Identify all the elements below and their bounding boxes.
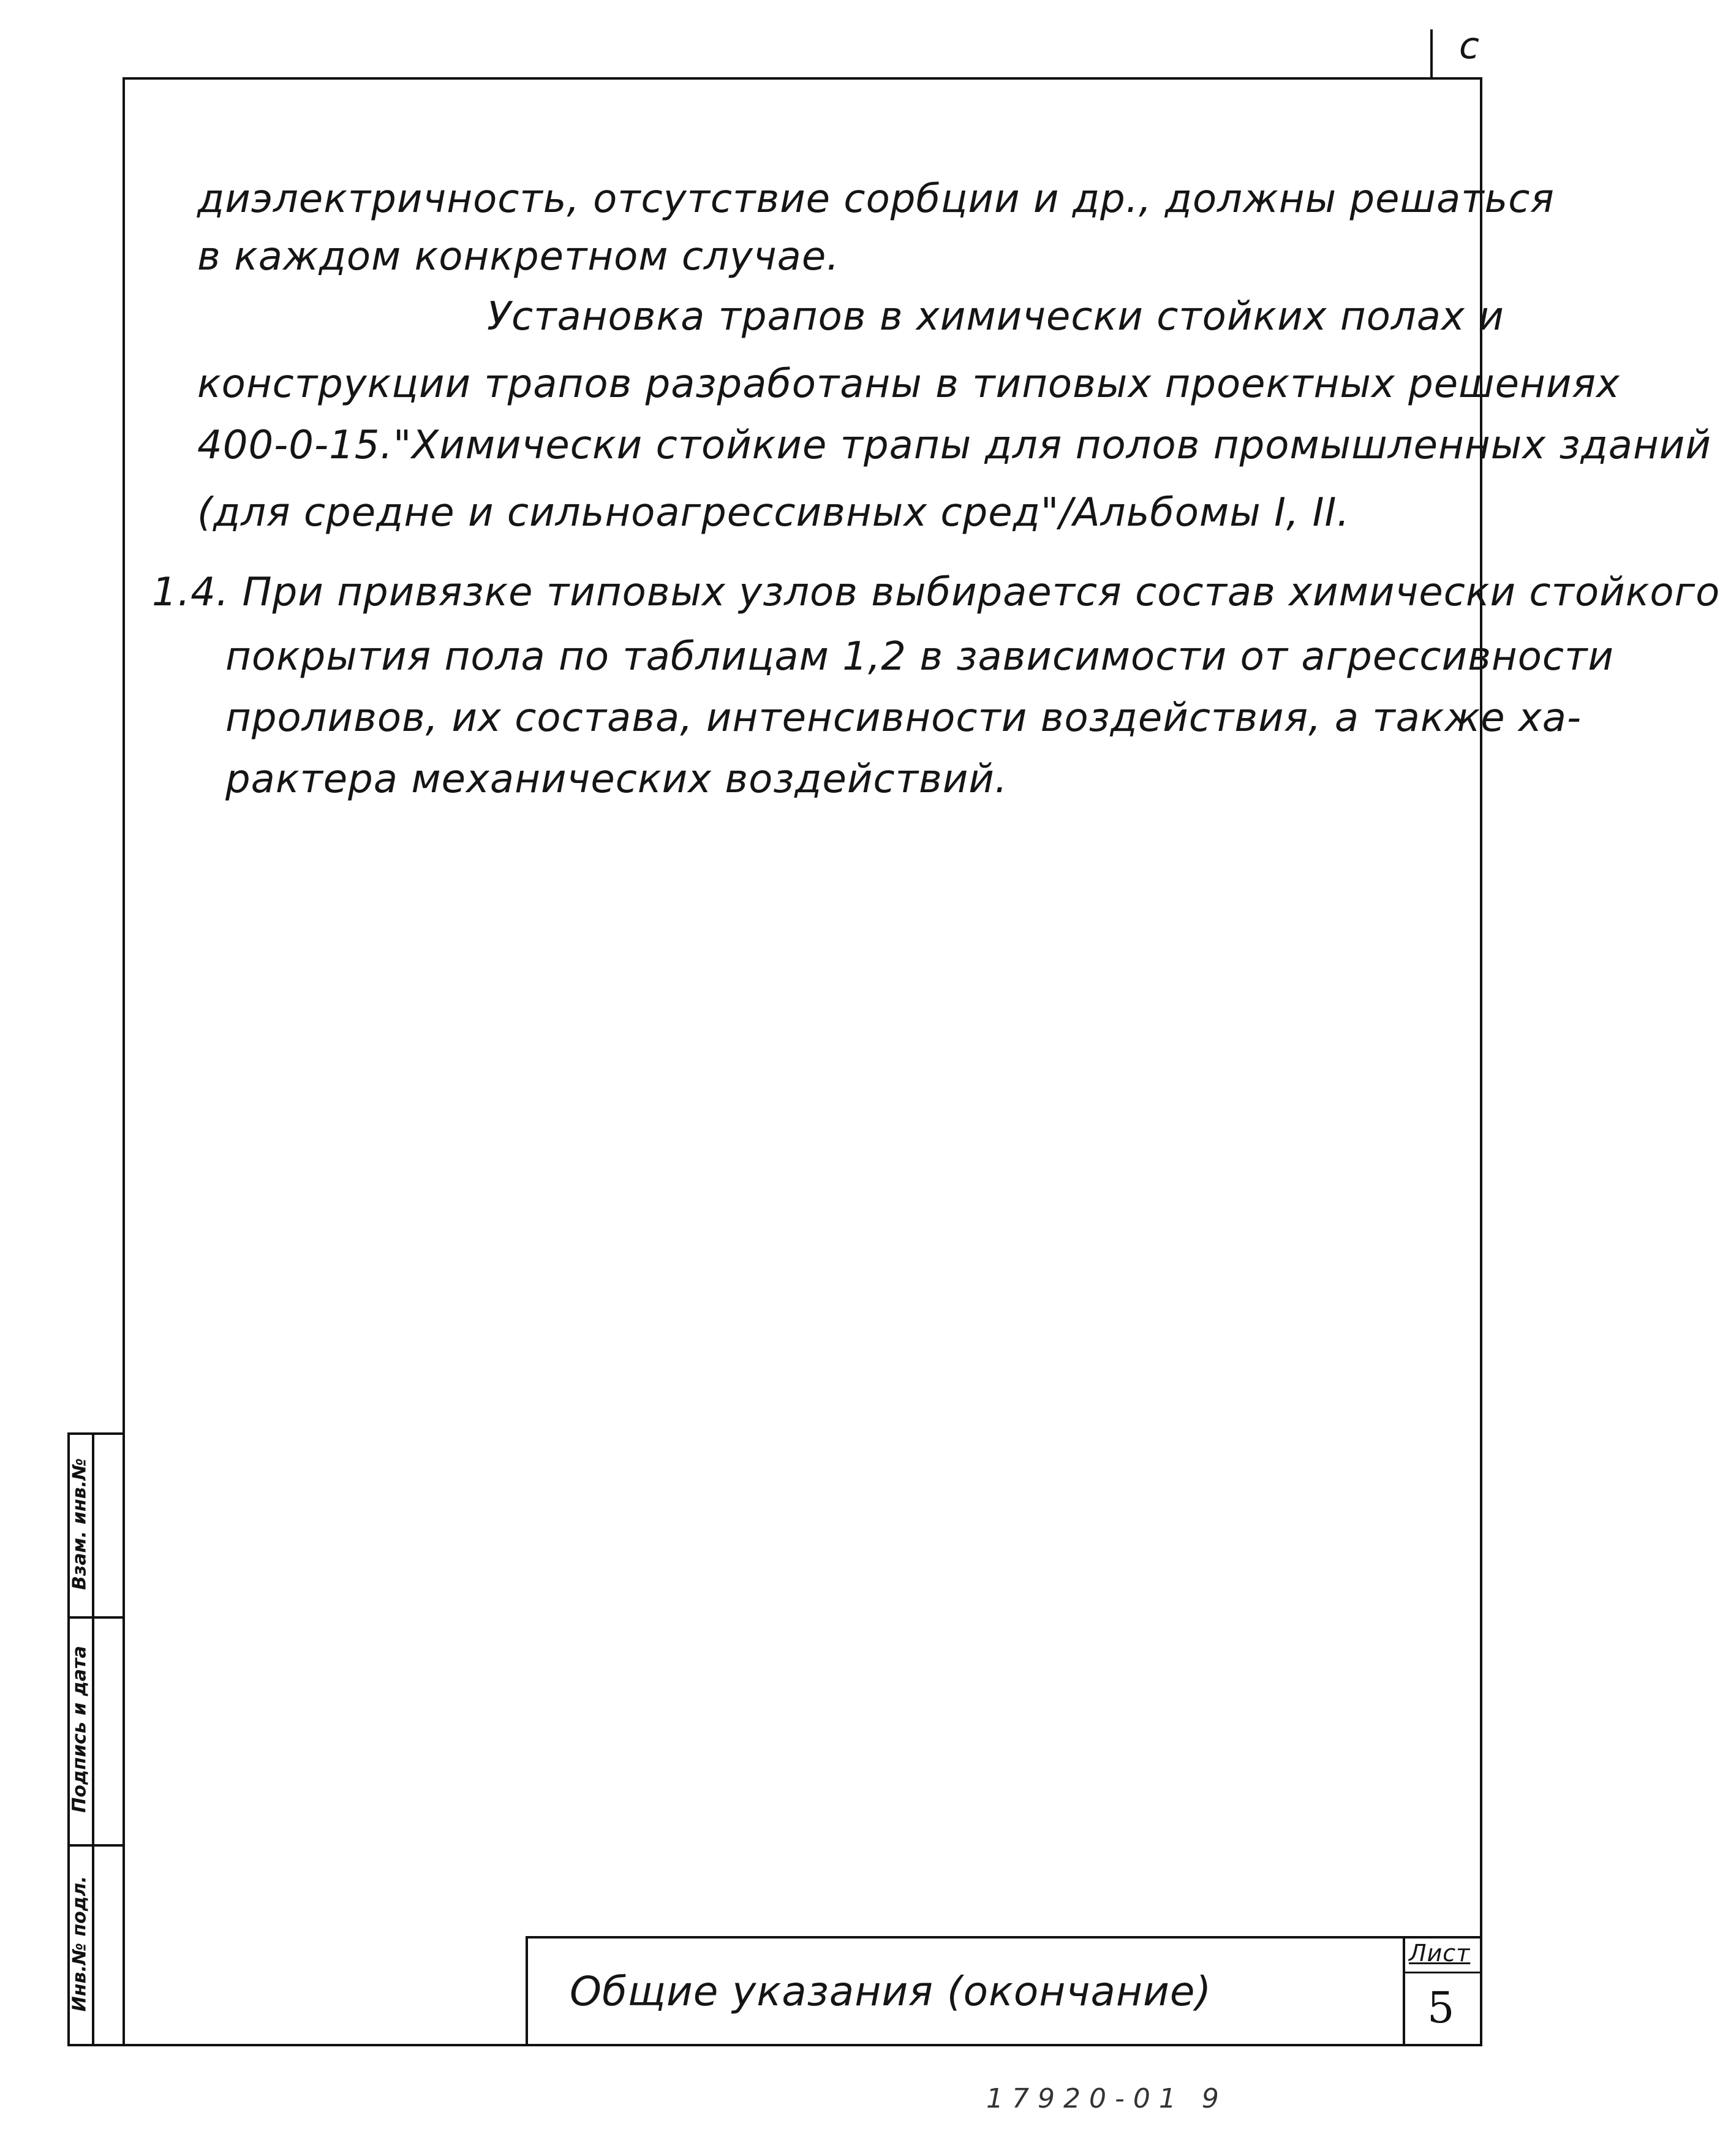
title-block-sheet-divider: [1403, 1936, 1405, 2046]
clause-1-4-line: 1.4. При привязке типовых узлов выбирается состав химически стойкого: [152, 570, 1720, 615]
title-block-sheet-row: [1403, 1972, 1482, 1973]
archive-number: 17920-01 9: [986, 2083, 1228, 2114]
body-line: рактера механических воздействий.: [225, 757, 1008, 802]
body-line: проливов, их состава, интенсивности воздействия, а также ха-: [225, 695, 1582, 741]
body-line: Установка трапов в химически стойких полах и: [487, 294, 1504, 339]
body-line: 400-0-15."Химически стойкие трапы для полов промышленных зданий: [197, 423, 1711, 468]
body-line: покрытия пола по таблицам 1,2 в зависимости от агрессивности: [225, 634, 1614, 679]
inv-no-replaced-label: Взам. инв.№: [69, 1458, 91, 1591]
corner-mark: c: [1459, 25, 1480, 67]
sheet-number: 5: [1427, 1983, 1455, 2033]
document-title: Общие указания (окончание): [570, 1968, 1212, 2015]
frame-left: [123, 77, 125, 2046]
title-block-top: [526, 1936, 1482, 1939]
signature-date-label: Подпись и дата: [69, 1646, 91, 1813]
side-stamp-divider: [92, 1432, 94, 2045]
side-stamp-row-1: [67, 1616, 125, 1619]
sheet-label: Лист: [1409, 1940, 1471, 1967]
body-line: конструкции трапов разработаны в типовых проектных решениях: [197, 361, 1620, 407]
body-line: диэлектричность, отсутствие сорбции и др., должны решаться: [197, 176, 1555, 222]
title-block-left: [526, 1936, 528, 2046]
body-line: (для средне и сильноагрессивных сред"/Альбомы I, II.: [197, 490, 1350, 535]
frame-top: [123, 77, 1482, 80]
corner-tick: [1430, 29, 1433, 78]
inv-no-original-label: Инв.№ подл.: [69, 1875, 91, 2012]
frame-bottom: [67, 2044, 1482, 2046]
body-line: в каждом конкретном случае.: [197, 234, 840, 279]
